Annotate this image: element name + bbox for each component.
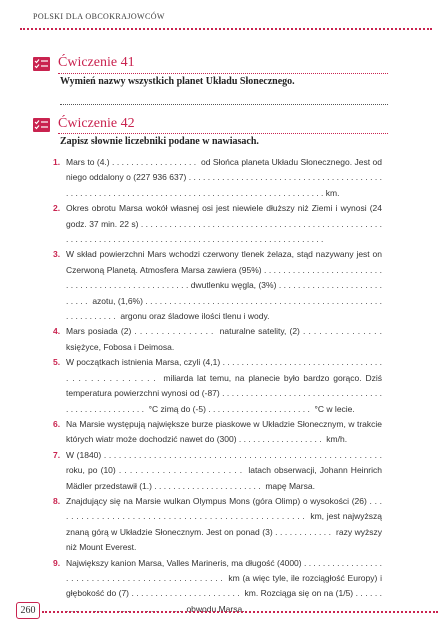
item-text: Znajdujący się na Marsie wulkan Olympus Mons (góra Olimp) o wysokości (26) . . . . . . . . . . . . . . . . . . . . . . . . . . . . . . . . . . . . . . . . . . . . . . . . . . km, jest najwyższą znaną górą w Układzie Słonecznym. Jest on ponad (3) . . . . . . . . . . . . razy wyższy niż Mount Everest. bbox=[66, 495, 385, 553]
exercise-item[interactable] bbox=[53, 155, 385, 201]
exercise-item[interactable] bbox=[53, 417, 385, 448]
checklist-icon bbox=[33, 57, 50, 71]
exercise-42-title: Ćwiczenie 42 bbox=[58, 116, 135, 131]
item-text: Największy kanion Marsa, Valles Marineris, ma długość (4000) . . . . . . . . . . . . . . . . . . . . . . . . . . . . . . . . . . . . . . . . . . . . . . . . km (a więc tyle, ile rozciągłość Europy) i głębokość do (7) . . . . . . . . . . . . . . . . . . . . . . . km. Rozciąga się on na (1/5) . . . . . . . . . . . . . . . . . . . . . . . . . . . . . . . obwodu Marsa. bbox=[66, 557, 385, 614]
item-text: W (1840) . . . . . . . . . . . . . . . . . . . . . . . . . . . . . . . . . . . . . . . . . . . . . . . . . . . . . . . . roku, po (10) . . . . . . . . . . . . . . . . . . . . . . . latach obserwacji, Johann Heinrich Mädler przedstawił (1.) . . . . . . . . . . . . . . . . . . . . . . . mapę Marsa. bbox=[66, 449, 387, 491]
page-number: 260 bbox=[16, 602, 40, 619]
exercise-item[interactable] bbox=[53, 324, 385, 355]
exercise-41-title-rule bbox=[58, 73, 388, 74]
item-text: W początkach istnienia Marsa, czyli (4,1) . . . . . . . . . . . . . . . . . . . . . . . . . . . . . . . . . . . . . . . . . . . . . . . . . miliarda lat temu, na planecie było bardzo gorąco. Dziś temperatura powierzchni wynosi od (-87) . . . . . . . . . . . . . . . . . . . . . . . . . . . . . . . . . . . . . . . . . . . . . . . . . . . °C zimą do (-5) . . . . . . . . . . . . . . . . . . . . . . °C w lecie. bbox=[66, 357, 385, 414]
item-number: 5. bbox=[53, 357, 61, 368]
header-divider bbox=[20, 28, 432, 30]
footer-divider bbox=[42, 611, 438, 613]
item-text: Na Marsie występują największe burze piaskowe w Układzie Słonecznym, w trakcie których wiatr może dochodzić nawet do (300) . . . . . . . . . . . . . . . . . . km/h. bbox=[66, 418, 385, 445]
header-title: POLSKI DLA OBCOKRAJOWCÓW bbox=[33, 12, 165, 21]
item-text: W skład powierzchni Mars wchodzi czerwony tlenek żelaza, stąd nazywany jest on Czerwoną Planetą. Atmosfera Marsa zawiera (95%) . . . . . . . . . . . . . . . . . . . . . . . . . . . . . . . . . . . . . . . . . . . . . . . . . . . dwutlenku węgla, (3%) . . . . . . . . . . . . . . . . . . . . . . . . . . . azotu, (1,6%) . . . . . . . . . . . . . . . . . . . . . . . . . . . . . . . . . . . . . . . . . . . . . . . . . . . . . . . . . . . . . argonu oraz śladowe ilości tlenu i wody. bbox=[66, 249, 385, 322]
item-number: 8. bbox=[53, 495, 61, 506]
item-number: 1. bbox=[53, 157, 61, 167]
exercise-item[interactable] bbox=[53, 247, 385, 324]
item-number: 4. bbox=[53, 326, 61, 337]
item-text: Mars to (4.) . . . . . . . . . . . . . . . . . . od Słońca planeta Układu Słonecznego. Jest od niego oddalony o (227 936 637) . . . . . . . . . . . . . . . . . . . . . . . . . . . . . . . . . . . . . . . . . . . . . . . . . . . . . . . . . . . . . . . . . . . . . . . . . . . . . . . . . . . . . . . . . . . . . . . . km. bbox=[66, 157, 385, 198]
item-number: 2. bbox=[53, 203, 61, 214]
item-text: Mars posiada (2) . . . . . . . . . . . . . . . naturalne satelity, (2) . . . . . . . . . . . . . . . księżyce, Fobosa i Deimosa. bbox=[66, 326, 385, 352]
item-text: Okres obrotu Marsa wokół własnej osi jest niewiele dłuższy niż Ziemi i wynosi (24 godz. 37 min. 22 s) . . . . . . . . . . . . . . . . . . . . . . . . . . . . . . . . . . . . . . . . . . . . . . . . . . . . . . . . . . . . . . . . . . . . . . . . . . . . . . . . . . . . . . . . . . . . . . . . . . . . . . . . . . bbox=[66, 203, 385, 245]
exercise-item[interactable] bbox=[53, 448, 387, 494]
item-number: 9. bbox=[53, 557, 61, 568]
exercise-41-answer-line[interactable] bbox=[60, 104, 388, 105]
exercise-42-title-rule bbox=[58, 133, 388, 134]
exercise-42-list bbox=[53, 155, 387, 617]
item-number: 7. bbox=[53, 449, 61, 460]
exercise-item[interactable] bbox=[53, 201, 385, 247]
exercise-item[interactable] bbox=[53, 494, 385, 556]
exercise-41-title: Ćwiczenie 41 bbox=[58, 55, 135, 70]
exercise-item[interactable] bbox=[53, 355, 385, 417]
item-number: 3. bbox=[53, 249, 61, 260]
checklist-icon bbox=[33, 118, 50, 132]
item-number: 6. bbox=[53, 418, 61, 429]
exercise-item[interactable] bbox=[53, 556, 385, 618]
exercise-42-instruction: Zapisz słownie liczebniki podane w nawiasach. bbox=[60, 136, 259, 147]
exercise-41-instruction: Wymień nazwy wszystkich planet Układu Słonecznego. bbox=[60, 76, 295, 87]
